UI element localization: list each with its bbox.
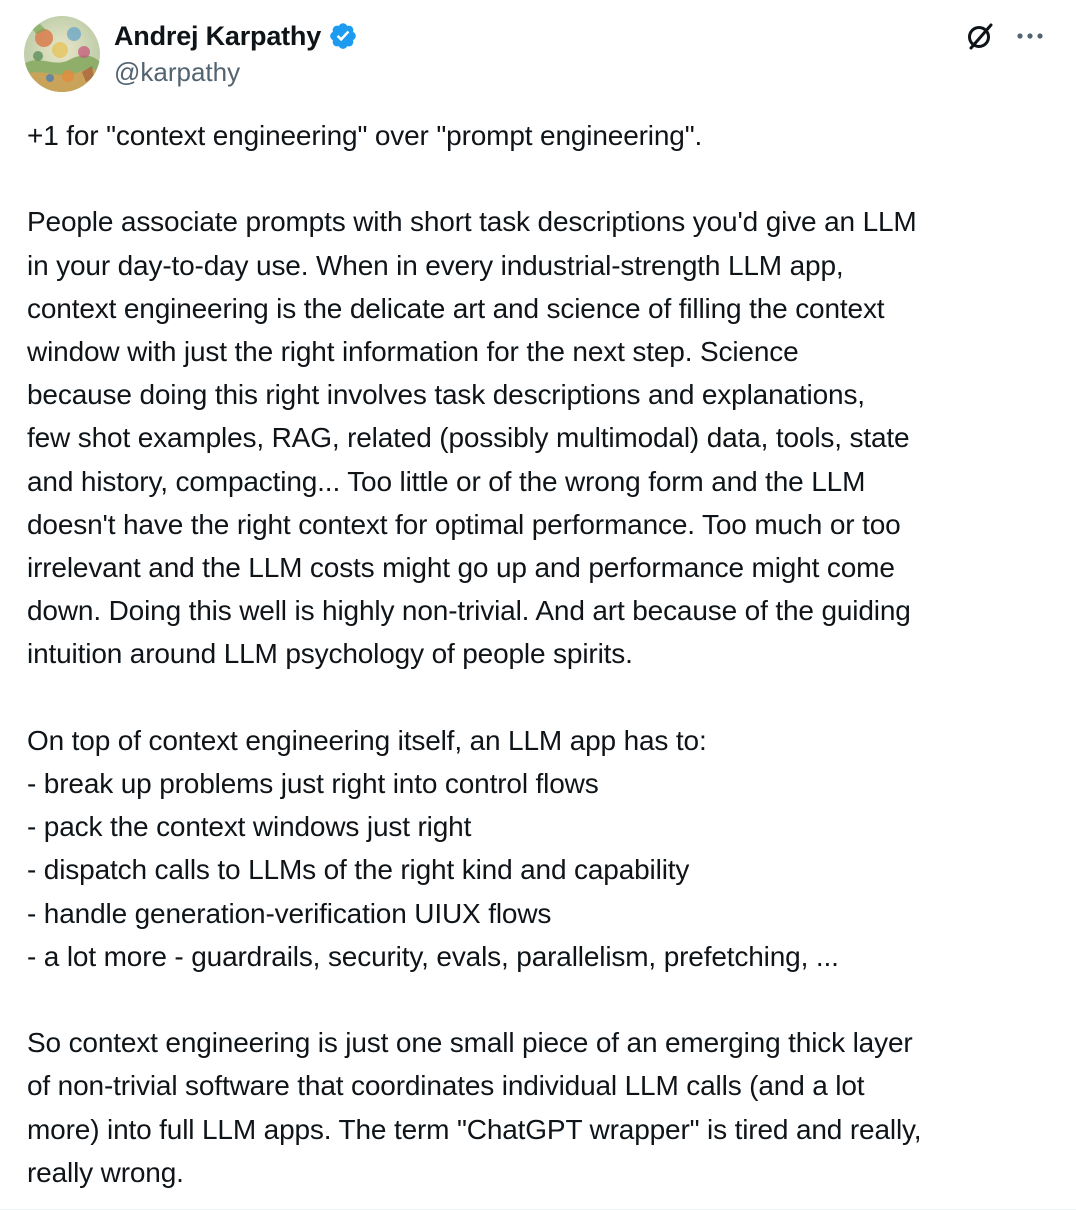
tweet-line: intuition around LLM psychology of people spirits. [27,638,633,670]
tweet-line: because doing this right involves task descriptions and explanations, [27,379,865,411]
tweet-line: few shot examples, RAG, related (possibly multimodal) data, tools, state [27,422,910,454]
author-handle[interactable]: @karpathy [114,57,241,87]
tweet-paragraph [27,719,1057,978]
tweet-line: in your day-to-day use. When in every industrial-strength LLM app, [27,249,844,281]
tweet-line: window with just the right information for the next step. Science [27,336,799,367]
more-options-icon[interactable] [1012,18,1048,54]
tweet-line: So context engineering is just one small piece of an emerging thick layer [27,1027,913,1059]
tweet-line: - handle generation-verification UIUX flows [27,897,552,929]
tweet-line: context engineering is the delicate art and science of filling the context [27,292,885,324]
grok-icon[interactable] [962,18,998,54]
verified-badge-icon [328,21,358,51]
tweet-line: People associate prompts with short task descriptions you'd give an LLM [27,206,917,238]
avatar-painting-icon [24,16,100,92]
tweet-paragraph [27,1021,1057,1194]
tweet-line: - a lot more - guardrails, security, evals, parallelism, prefetching, ... [27,940,839,972]
tweet-text [27,114,1057,1194]
tweet-line: irrelevant and the LLM costs might go up and performance might come [27,552,895,584]
tweet-line: and history, compacting... Too little or of the wrong form and the LLM [27,465,866,497]
tweet-line: of non-trivial software that coordinates individual LLM calls (and a lot [27,1070,865,1102]
paragraph-spacer [27,676,1057,719]
tweet-line: down. Doing this well is highly non-trivial. And art because of the guiding [27,595,911,627]
tweet-line: - dispatch calls to LLMs of the right kind and capability [27,854,690,886]
tweet-paragraph [27,114,1057,157]
paragraph-spacer [27,157,1057,200]
tweet-paragraph [27,200,1057,675]
tweet-line: +1 for "context engineering" over "prompt engineering". [27,120,703,151]
tweet-line: - pack the context windows just right [27,811,472,843]
tweet-line: really wrong. [27,1156,184,1188]
tweet-line: On top of context engineering itself, an LLM app has to: [27,724,707,756]
author-name-row[interactable] [114,18,358,54]
tweet-line: more) into full LLM apps. The term "ChatGPT wrapper" is tired and really, [27,1113,922,1145]
author-display-name[interactable]: Andrej Karpathy [114,21,322,51]
paragraph-spacer [27,978,1057,1021]
tweet-line: doesn't have the right context for optimal performance. Too much or too [27,508,901,540]
avatar[interactable] [24,16,100,92]
tweet-line: - break up problems just right into control flows [27,768,599,800]
